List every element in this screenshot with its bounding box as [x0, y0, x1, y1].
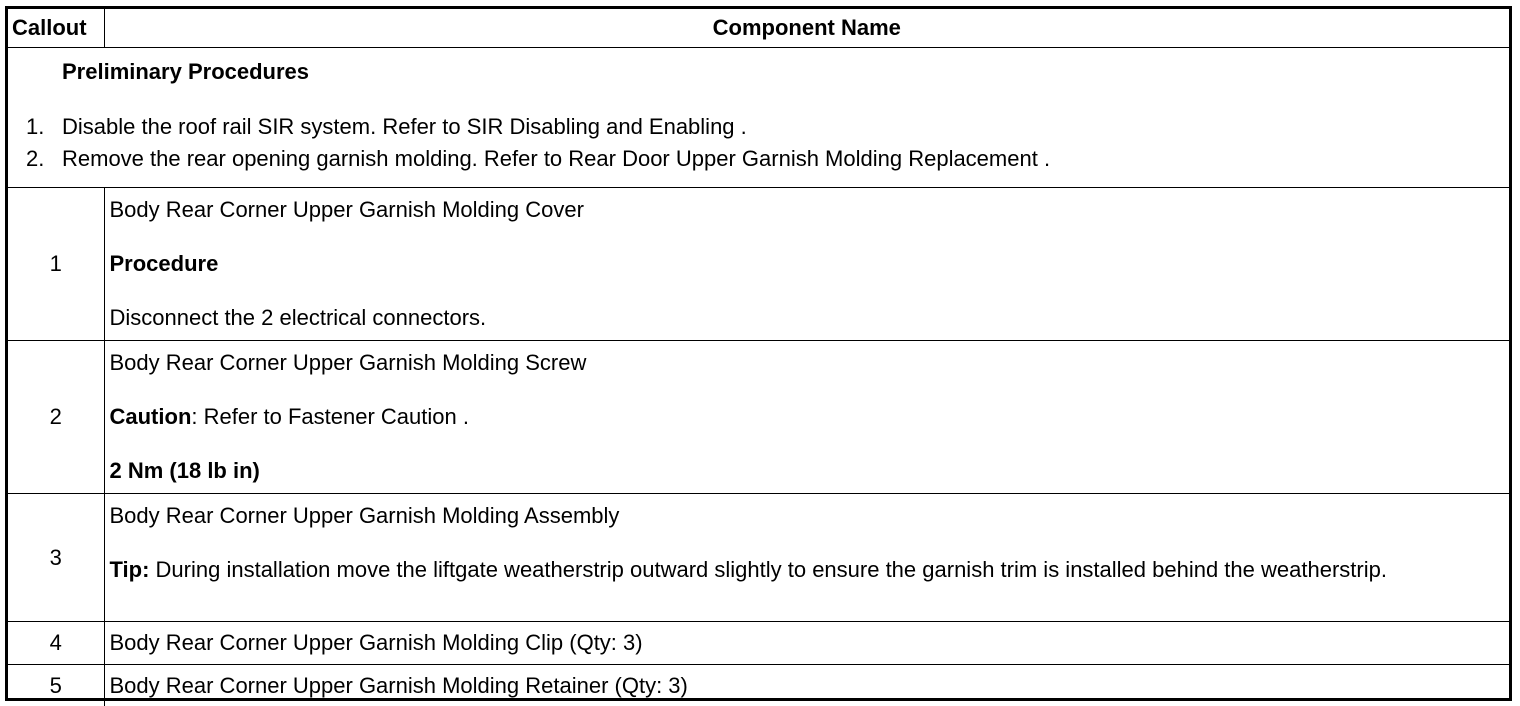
callout-column-header: Callout — [8, 9, 104, 48]
caution-label: Caution — [110, 404, 192, 429]
component-cell — [104, 188, 1509, 341]
preliminary-steps — [8, 111, 1509, 175]
callout-number: 4 — [8, 622, 104, 665]
table-header-row — [8, 9, 1509, 48]
callout-number: 1 — [8, 188, 104, 341]
component-table — [8, 9, 1509, 706]
preliminary-step — [8, 111, 1509, 143]
component-name: Body Rear Corner Upper Garnish Molding Assembly — [110, 502, 1510, 530]
callout-number: 2 — [8, 341, 104, 494]
preliminary-row — [8, 48, 1509, 188]
step-text: Disable the roof rail SIR system. Refer to SIR Disabling and Enabling . — [62, 111, 747, 143]
table-row — [8, 622, 1509, 665]
procedure-label: Procedure — [110, 250, 1510, 278]
component-name: Body Rear Corner Upper Garnish Molding Screw — [110, 349, 1510, 377]
procedure-text: Disconnect the 2 electrical connectors. — [110, 304, 1510, 332]
table-row — [8, 494, 1509, 622]
table-row — [8, 665, 1509, 706]
tip-label: Tip: — [110, 557, 150, 582]
step-text: Remove the rear opening garnish molding. Refer to Rear Door Upper Garnish Molding Replacement . — [62, 143, 1050, 175]
callout-number: 5 — [8, 665, 104, 706]
preliminary-step — [8, 143, 1509, 175]
component-cell — [104, 494, 1509, 622]
tip-note — [110, 556, 1510, 584]
torque-spec: 2 Nm (18 lb in) — [110, 457, 1510, 485]
component-table-frame — [5, 6, 1512, 701]
component-name: Body Rear Corner Upper Garnish Molding Clip (Qty: 3) — [104, 622, 1509, 665]
tip-text: During installation move the liftgate weatherstrip outward slightly to ensure the garnish trim is installed behind the weatherstrip. — [149, 557, 1387, 582]
preliminary-title: Preliminary Procedures — [62, 58, 1509, 86]
component-cell — [104, 341, 1509, 494]
preliminary-cell — [8, 48, 1509, 188]
step-number: 1. — [8, 111, 74, 143]
component-name: Body Rear Corner Upper Garnish Molding Retainer (Qty: 3) — [104, 665, 1509, 706]
table-row — [8, 188, 1509, 341]
step-number: 2. — [8, 143, 74, 175]
component-name-column-header: Component Name — [104, 9, 1509, 48]
table-row — [8, 341, 1509, 494]
component-name: Body Rear Corner Upper Garnish Molding Cover — [110, 196, 1510, 224]
callout-number: 3 — [8, 494, 104, 622]
caution-note — [110, 403, 1510, 431]
caution-text: : Refer to Fastener Caution . — [191, 404, 469, 429]
